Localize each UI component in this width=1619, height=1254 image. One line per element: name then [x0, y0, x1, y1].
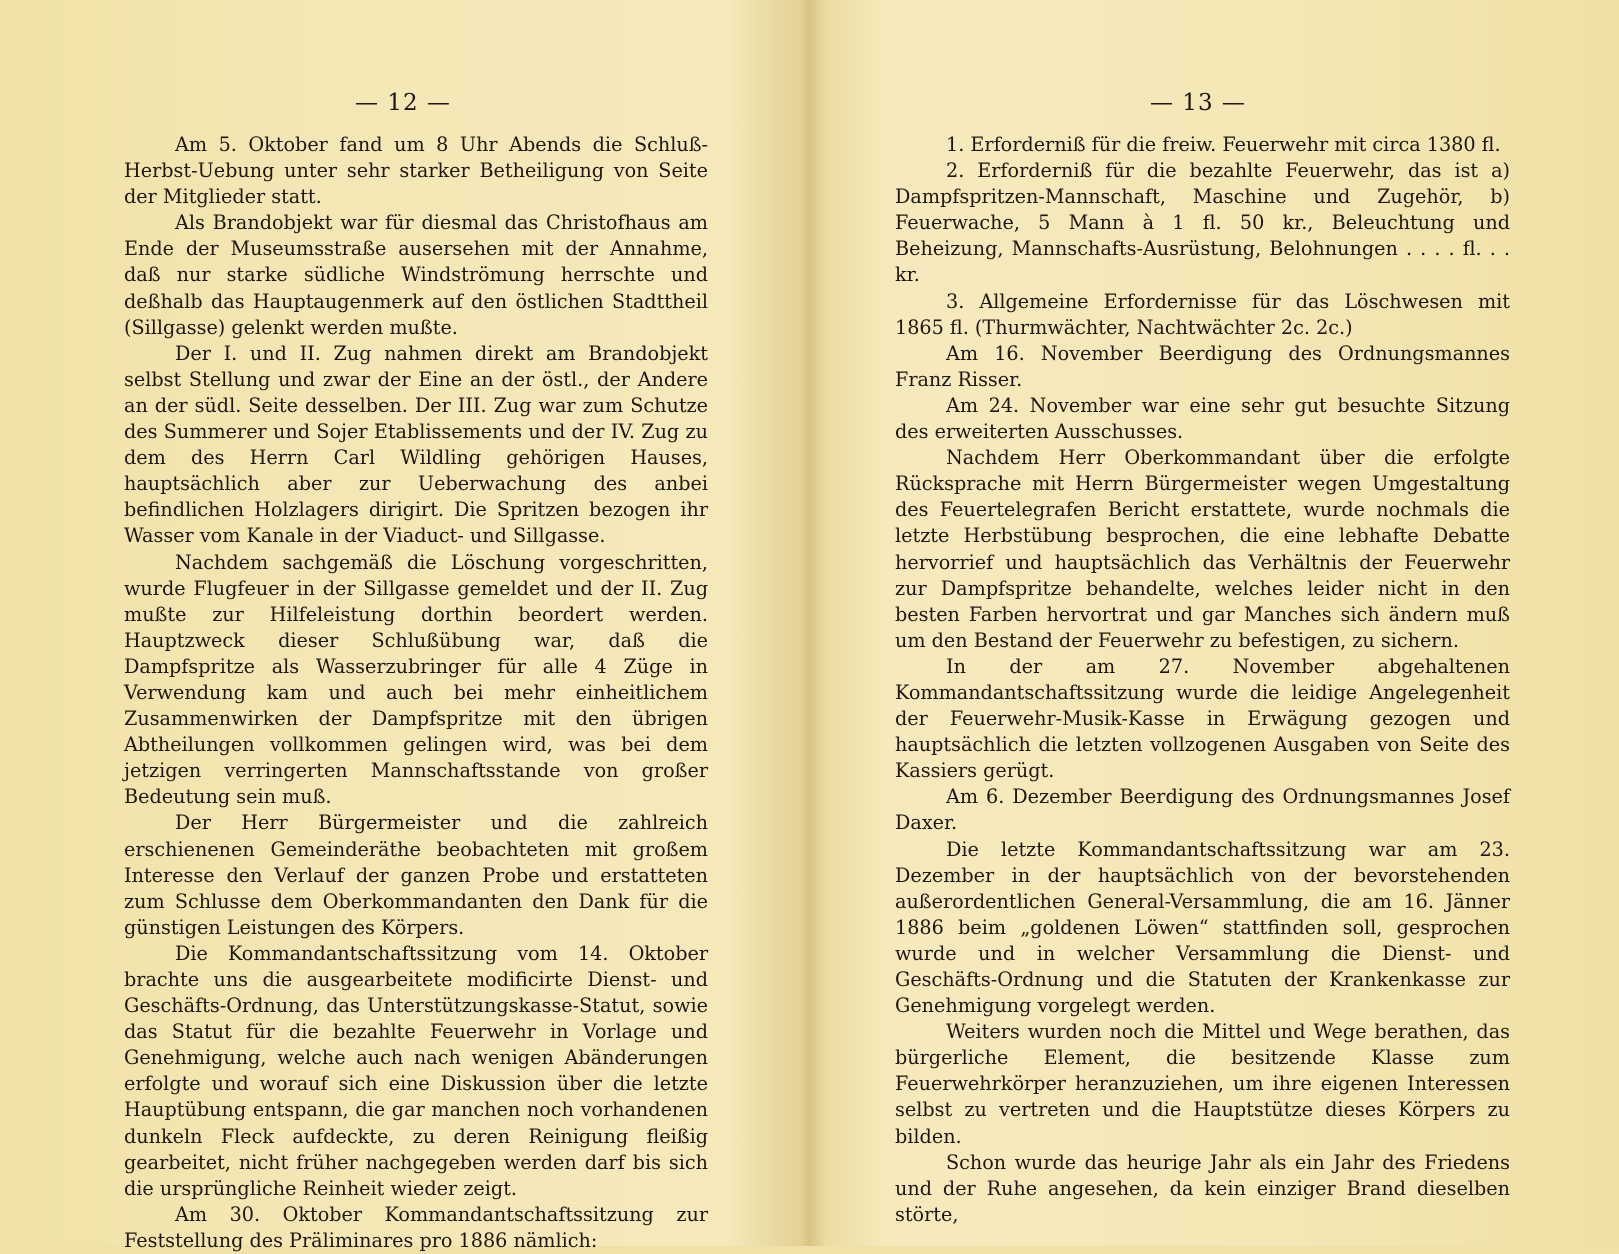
- paragraph: Am 30. Oktober Kommandantschaftssitzung zur Feststellung des Präliminares pro 1886 nämlich:: [124, 1202, 708, 1252]
- paragraph: In der am 27. November abgehaltenen Kommandantschaftssitzung wurde die leidige Angelegenheit der Feuerwehr-Musik-Kasse in Erwägung gezogen und hauptsächlich die letzten vollzogenen Ausgaben von Seite des Kassiers gerügt.: [895, 654, 1510, 783]
- paragraph: Weiters wurden noch die Mittel und Wege berathen, das bürgerliche Element, die besitzende Klasse zum Feuerwehrkörper heranzuziehen, um ihre eigenen Interessen selbst zu vertreten und die Hauptstütze dieses Körpers zu bilden.: [895, 1020, 1510, 1148]
- paragraph: Der Herr Bürgermeister und die zahlreich erschienenen Gemeinderäthe beobachteten mit großem Interesse den Verlauf der ganzen Probe und erstatteten zum Schlusse dem Oberkommandanten den Dank für die günstigen Leistungen des Körpers.: [124, 811, 708, 939]
- text-column: [895, 132, 1510, 1228]
- paragraph: Der I. und II. Zug nahmen direkt am Brandobjekt selbst Stellung und zwar der Eine an der östl., der Andere an der südl. Seite desselben. Der III. Zug war zum Schutze des Summerer und Sojer Etablissements und der IV. Zug zu dem des Herrn Carl Wildling gehörigen Hauses, hauptsächlich aber zur Ueberwachung des anbei befindlichen Holzlagers dirigirt. Die Spritzen bezogen ihr Wasser vom Kanale in der Viaduct- und Sillgasse.: [124, 341, 708, 548]
- list-item: 3. Allgemeine Erfordernisse für das Löschwesen mit 1865 fl. (Thurmwächter, Nachtwächter 2c. 2c.): [895, 289, 1510, 339]
- paragraph: Am 24. November war eine sehr gut besuchte Sitzung des erweiterten Ausschusses.: [895, 393, 1510, 444]
- page-number-text: — 13 —: [1150, 90, 1246, 116]
- paragraph: Schon wurde das heurige Jahr als ein Jahr des Friedens und der Ruhe angesehen, da kein einziger Brand dieselben störte,: [895, 1150, 1510, 1226]
- list-item: 2. Erforderniß für die bezahlte Feuerwehr, das ist a) Dampfspritzen-Mannschaft, Maschine und Zugehör, b) Feuerwache, 5 Mann à 1 fl. 50 kr., Beleuchtung und Beheizung, Mannschafts-Ausrüstung, Belohnungen . . . . fl. . . kr.: [895, 159, 1510, 287]
- paragraph: Am 5. Oktober fand um 8 Uhr Abends die Schluß-Herbst-Uebung unter sehr starker Betheiligung von Seite der Mitglieder statt.: [124, 133, 708, 209]
- paragraph: Am 6. Dezember Beerdigung des Ordnungsmannes Josef Daxer.: [895, 785, 1510, 835]
- paragraph: Als Brandobjekt war für diesmal das Christofhaus am Ende der Museumsstraße ausersehen mit der Annahme, daß nur starke südliche Windströmung herrschte und deßhalb das Hauptaugenmerk auf den östlichen Stadttheil (Sillgasse) gelenkt werden mußte.: [124, 211, 708, 339]
- list-item: 1. Erforderniß für die freiw. Feuerwehr mit circa 1380 fl.: [946, 133, 1501, 156]
- paragraph: Die Kommandantschaftssitzung vom 14. Oktober brachte uns die ausgearbeitete modificirte Dienst- und Geschäfts-Ordnung, das Unterstützungskasse-Statut, sowie das Statut für die bezahlte Feuerwehr in Vorlage und Genehmigung, welche auch nach wenigen Abänderungen erfolgte und worauf sich eine Diskussion über die letzte Hauptübung entspann, die gar manchen noch vorhandenen dunkeln Fleck aufdeckte, zu deren Reinigung fleißig gearbeitet, nicht früher nachgegeben werden darf bis sich die ursprüngliche Reinheit wieder zeigt.: [124, 941, 708, 1200]
- paragraph: Am 16. November Beerdigung des Ordnungsmannes Franz Risser.: [895, 341, 1510, 391]
- page-number-text: — 12 —: [355, 90, 451, 116]
- right-page: [810, 0, 1619, 1246]
- paragraph: Nachdem Herr Oberkommandant über die erfolgte Rücksprache mit Herrn Bürgermeister wegen Umgestaltung des Feuertelegrafen Bericht erstattete, wurde nochmals die letzte Herbstübung besprochen, die eine lebhafte Debatte hervorrief und hauptsächlich das Verhältnis der Feuerwehr zur Dampfspritze behandelte, welches leider nicht in den besten Farben hervortrat und gar Manches sich ändern muß um den Bestand der Feuerwehr zu befestigen, zu sichern.: [895, 446, 1510, 652]
- paragraph: Die letzte Kommandantschaftssitzung war am 23. Dezember in der hauptsächlich von der bevorstehenden außerordentlichen General-Versammlung, die am 16. Jänner 1886 beim „goldenen Löwen“ stattfinden soll, gesprochen wurde und in welcher Versammlung die Dienst- und Geschäfts-Ordnung und die Statuten der Krankenkasse zur Genehmigung vorgelegt werden.: [895, 837, 1510, 1018]
- left-page: [0, 0, 808, 1252]
- text-column: [124, 132, 708, 1254]
- paragraph: Nachdem sachgemäß die Löschung vorgeschritten, wurde Flugfeuer in der Sillgasse gemeldet und der II. Zug mußte zur Hilfeleistung dorthin beordert werden. Hauptzweck dieser Schlußübung war, daß die Dampfspritze als Wasserzubringer für alle 4 Züge in Verwendung kam und auch bei mehr einheitlichem Zusammenwirken der Dampfspritze mit den übrigen Abtheilungen vollkommen gelingen wird, was bei dem jetzigen verringerten Mannschaftsstande von großer Bedeutung sein muß.: [124, 550, 708, 809]
